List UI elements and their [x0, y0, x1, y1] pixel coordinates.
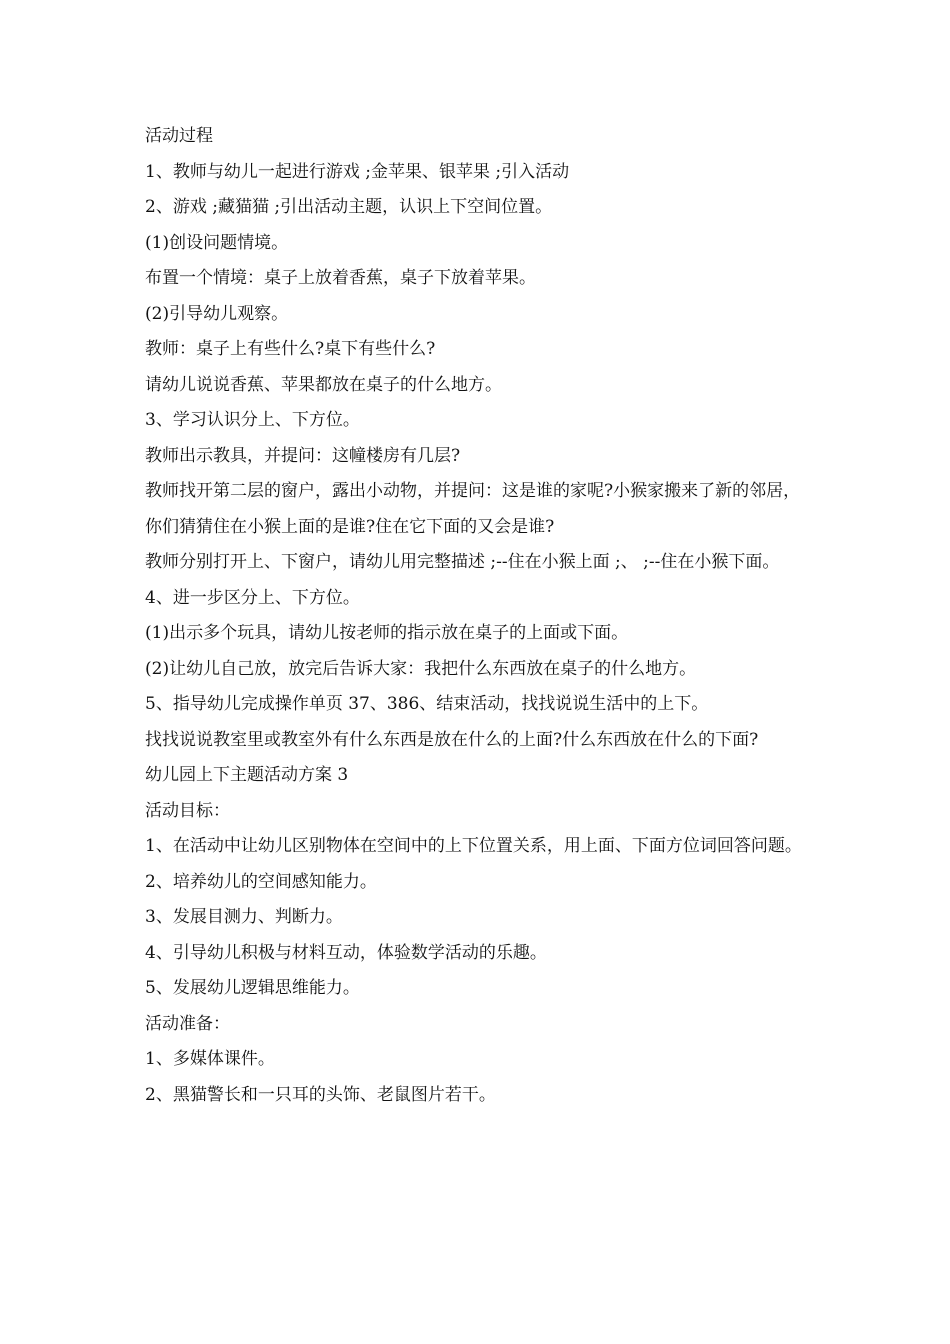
paragraph: 1、在活动中让幼儿区别物体在空间中的上下位置关系，用上面、下面方位词回答问题。: [145, 836, 802, 856]
section-heading: 活动过程: [145, 126, 213, 146]
paragraph: 教师找开第二层的窗户，露出小动物，并提问：这是谁的家呢?小猴家搬来了新的邻居，你们猜猜住在小猴上面的是谁?住在它下面的又会是谁?: [145, 481, 801, 537]
paragraph: (2)引导幼儿观察。: [145, 303, 289, 324]
paragraph: 4、进一步区分上、下方位。: [145, 587, 360, 608]
paragraph: 找找说说教室里或教室外有什么东西是放在什么的上面?什么东西放在什么的下面?: [145, 729, 759, 750]
paragraph: 教师出示教具，并提问：这幢楼房有几层?: [145, 445, 461, 466]
paragraph: 2、游戏 ;藏猫猫 ;引出活动主题，认识上下空间位置。: [145, 197, 553, 217]
paragraph: 1、教师与幼儿一起进行游戏 ;金苹果、银苹果 ;引入活动: [145, 161, 570, 182]
paragraph: (1)创设问题情境。: [145, 232, 289, 253]
paragraph: 教师分别打开上、下窗户，请幼儿用完整描述 ;--住在小猴上面 ;、 ;--住在小猴下面。: [145, 552, 780, 572]
paragraph: (1)出示多个玩具，请幼儿按老师的指示放在桌子的上面或下面。: [145, 623, 629, 643]
document-subtitle: 幼儿园上下主题活动方案 3: [145, 765, 349, 785]
paragraph: 2、培养幼儿的空间感知能力。: [145, 871, 377, 892]
paragraph: 布置一个情境：桌子上放着香蕉，桌子下放着苹果。: [145, 268, 536, 288]
document-body: [145, 119, 811, 1113]
paragraph: 1、多媒体课件。: [145, 1049, 275, 1069]
paragraph: 请幼儿说说香蕉、苹果都放在桌子的什么地方。: [145, 374, 502, 395]
paragraph: 4、引导幼儿积极与材料互动，体验数学活动的乐趣。: [145, 942, 547, 963]
paragraph: 3、发展目测力、判断力。: [145, 907, 343, 927]
section-heading: 活动目标：: [145, 800, 230, 821]
paragraph: 5、指导幼儿完成操作单页 37、386、结束活动，找找说说生活中的上下。: [145, 694, 709, 714]
section-heading: 活动准备：: [145, 1013, 230, 1034]
paragraph: (2)让幼儿自己放，放完后告诉大家：我把什么东西放在桌子的什么地方。: [145, 658, 697, 679]
paragraph: 教师：桌子上有些什么?桌下有些什么?: [145, 339, 436, 359]
paragraph: 5、发展幼儿逻辑思维能力。: [145, 978, 360, 998]
paragraph: 2、黑猫警长和一只耳的头饰、老鼠图片若干。: [145, 1084, 496, 1105]
paragraph: 3、学习认识分上、下方位。: [145, 410, 360, 430]
